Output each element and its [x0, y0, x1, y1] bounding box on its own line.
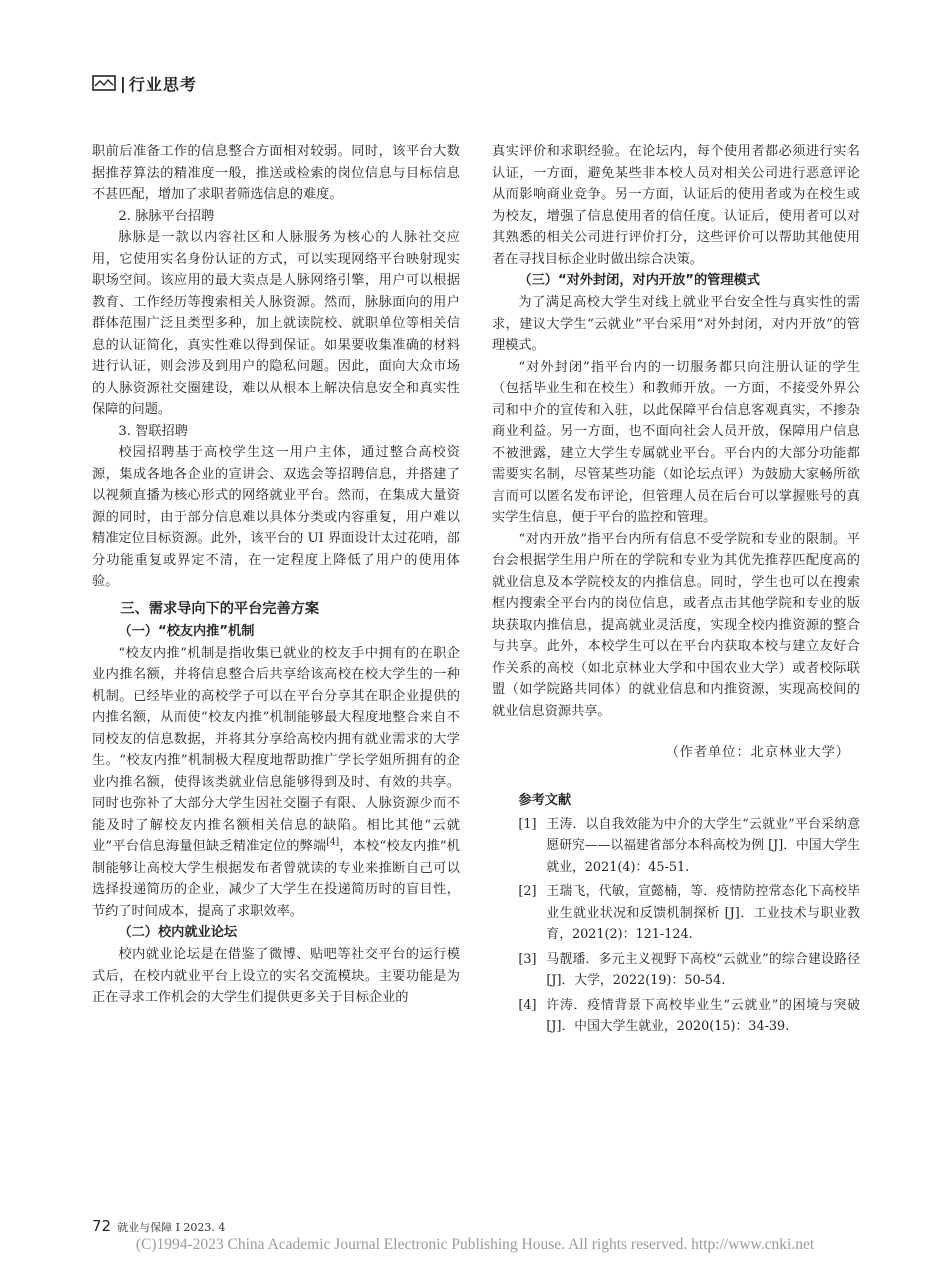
reference-text: 王涛．以自我效能为中介的大学生“云就业”平台采纳意愿研究——以福建省部分本科高校为例 [J]．中国大学生就业，2021(4)：45-51.: [546, 816, 860, 875]
paragraph: [92, 643, 460, 923]
paragraph: “对外封闭”指平台内的一切服务都只向注册认证的学生（包括毕业生和在校生）和教师开放。一方面，不接受外界公司和中介的宣传和入驻，以此保障平台信息客观真实，不掺杂商业利益。另一方面，也不面向社会人员开放，保障用户信息不被泄露，建立大学生专属就业平台。平台内的大部分功能都需要实名制，尽管某些功能（如论坛点评）为鼓励大家畅所欲言而可以匿名发布评论，但管理人员在后台可以掌握账号的真实学生信息，便于平台的监控和管理。: [492, 359, 860, 525]
right-column: [492, 141, 860, 1041]
header-divider: |: [120, 73, 126, 93]
reference-item: [518, 949, 860, 992]
subheading-maimai: 2. 脉脉平台招聘: [118, 208, 215, 224]
paragraph: 脉脉是一款以内容社区和人脉服务为核心的人脉社交应用，它使用实名身份认证的方式，可以实现网络平台映射现实职场空间。该应用的最大卖点是人脉网络引擎，用户可以根据教育、工作经历等搜索相关人脉资源。然而，脉脉面向的用户群体范围广泛且类型多种，加上就读院校、就职单位等相关信息的认证简化，真实性难以得到保证。如果要收集准确的材料进行认证，则会涉及到用户的隐私问题。因此，面向大众市场的人脉资源社交圈建设，难以从根本上解决信息安全和真实性保障的问题。: [92, 230, 460, 417]
paragraph-text: ，本校“校友内推”机制能够让高校大学生根据发布者曾就读的专业来推断自己可以选择投递简历的企业，减少了大学生在投递简历时的盲目性，节约了时间成本，提高了求职效率。: [92, 839, 460, 919]
page-header: [92, 72, 197, 94]
paragraph-text: “校友内推”机制是指收集已就业的校友手中拥有的在职企业内推名额，并将信息整合后共享给该高校在校大学生的一种机制。已经毕业的高校学子可以在平台分享其在职企业提供的内推名额，从而使“校友内推”机制能够最大程度地整合来自不同校友的信息数据，并将其分享给高校内拥有就业需求的大学生。“校友内推”机制极大程度地帮助推广学长学姐所拥有的企业内推名额，使得该类就业信息能够得到及时、有效的共享。同时也弥补了大部分大学生因社交圈子有限、人脉资源少而不能及时了解校友内推名额相关信息的缺陷。相比其他“云就业”平台信息海量但缺乏精准定位的弊端: [92, 645, 460, 854]
subsection-heading-alumni: （一）“校友内推”机制: [118, 623, 255, 639]
copyright-notice: (C)1994-2023 China Academic Journal Electronic Publishing House. All rights reserved. http://www.cnki.net: [135, 1236, 815, 1253]
paragraph: 校园招聘基于高校学生这一用户主体，通过整合高校资源，集成各地各企业的宣讲会、双选会等招聘信息，并搭建了以视频直播为核心形式的网络就业平台。然而，在集成大量资源的同时，由于部分信息难以具体分类或内容重复，用户难以精准定位目标资源。此外，该平台的 UI 界面设计太过花哨，部分功能重复或界定不清，在一定程度上降低了用户的使用体验。: [92, 445, 460, 589]
author-affiliation: （作者单位：北京林业大学）: [665, 745, 850, 760]
paragraph: 为了满足高校大学生对线上就业平台安全性与真实性的需求，建议大学生“云就业”平台采用“对外封闭，对内开放”的管理模式。: [492, 295, 860, 353]
references-heading: 参考文献: [518, 792, 572, 808]
subsection-heading-management: （三）“对外封闭，对内开放”的管理模式: [518, 273, 760, 288]
reference-number: [3]: [518, 951, 537, 967]
reference-list: [492, 814, 860, 1038]
citation: [4]: [326, 837, 340, 848]
subheading-zhilian: 3. 智联招聘: [118, 423, 188, 439]
paragraph: “对内开放”指平台内所有信息不受学院和专业的限制。平台会根据学生用户所在的学院和专业为其优先推荐匹配度高的就业信息及本学院校友的内推信息。同时，学生也可以在搜索框内搜索全平台内的岗位信息，或者点击其他学院和专业的版块获取内推信息，提高就业灵活度，实现全校内推资源的整合与共享。此外，本校学生可以在平台内获取本校与建立友好合作关系的高校（如北京林业大学和中国农业大学）或者校际联盟（如学院路共同体）的就业信息和内推资源，实现高校间的就业信息资源共享。: [492, 531, 860, 719]
section-title: 行业思考: [128, 74, 197, 94]
page-footer: [92, 1217, 225, 1235]
reference-item: [518, 995, 860, 1038]
paragraph: 真实评价和求职经验。在论坛内，每个使用者都必须进行实名认证，一方面，避免某些非本校人员对相关公司进行恶意评论从而影响商业竞争。另一方面，认证后的使用者或为在校生或为校友，增强了信息使用者的信任度。认证后，使用者可以对其熟悉的相关公司进行评价打分，这些评价可以帮助其他使用者在寻找目标企业时做出综合决策。: [492, 144, 860, 267]
reference-number: [4]: [518, 997, 537, 1013]
reference-text: 许涛．疫情背景下高校毕业生“云就业”的困境与突破 [J]．中国大学生就业，2020(15)：34-39.: [546, 997, 860, 1034]
paragraph: 校内就业论坛是在借鉴了微博、贴吧等社交平台的运行模式后，在校内就业平台上设立的实名交流模块。主要功能是为正在寻求工作机会的大学生们提供更多关于目标企业的: [92, 947, 460, 1005]
reference-item: [518, 814, 860, 879]
reference-number: [1]: [518, 816, 537, 832]
reference-text: 马靓璠．多元主义视野下高校“云就业”的综合建设路径 [J]．大学，2022(19)：50-54.: [546, 951, 860, 988]
reference-number: [2]: [518, 884, 537, 899]
reference-item: [518, 881, 860, 946]
page-number: 72: [92, 1217, 112, 1235]
left-column: [92, 141, 460, 1009]
subsection-heading-forum: （二）校内就业论坛: [118, 925, 238, 940]
section-heading: 三、需求导向下的平台完善方案: [120, 600, 320, 617]
reference-text: 王瑞飞，代敏，宣懿楠，等．疫情防控常态化下高校毕业生就业状况和反馈机制探析 [J]．工业技术与职业教育，2021(2)：121-124.: [546, 884, 860, 942]
paragraph: 职前后准备工作的信息整合方面相对较弱。同时，该平台大数据推荐算法的精准度一般，推送或检索的岗位信息与目标信息不甚匹配，增加了求职者筛选信息的难度。: [92, 144, 460, 202]
journal-name: 就业与保障 I 2023. 4: [117, 1221, 226, 1234]
open-book-icon: [92, 74, 116, 92]
